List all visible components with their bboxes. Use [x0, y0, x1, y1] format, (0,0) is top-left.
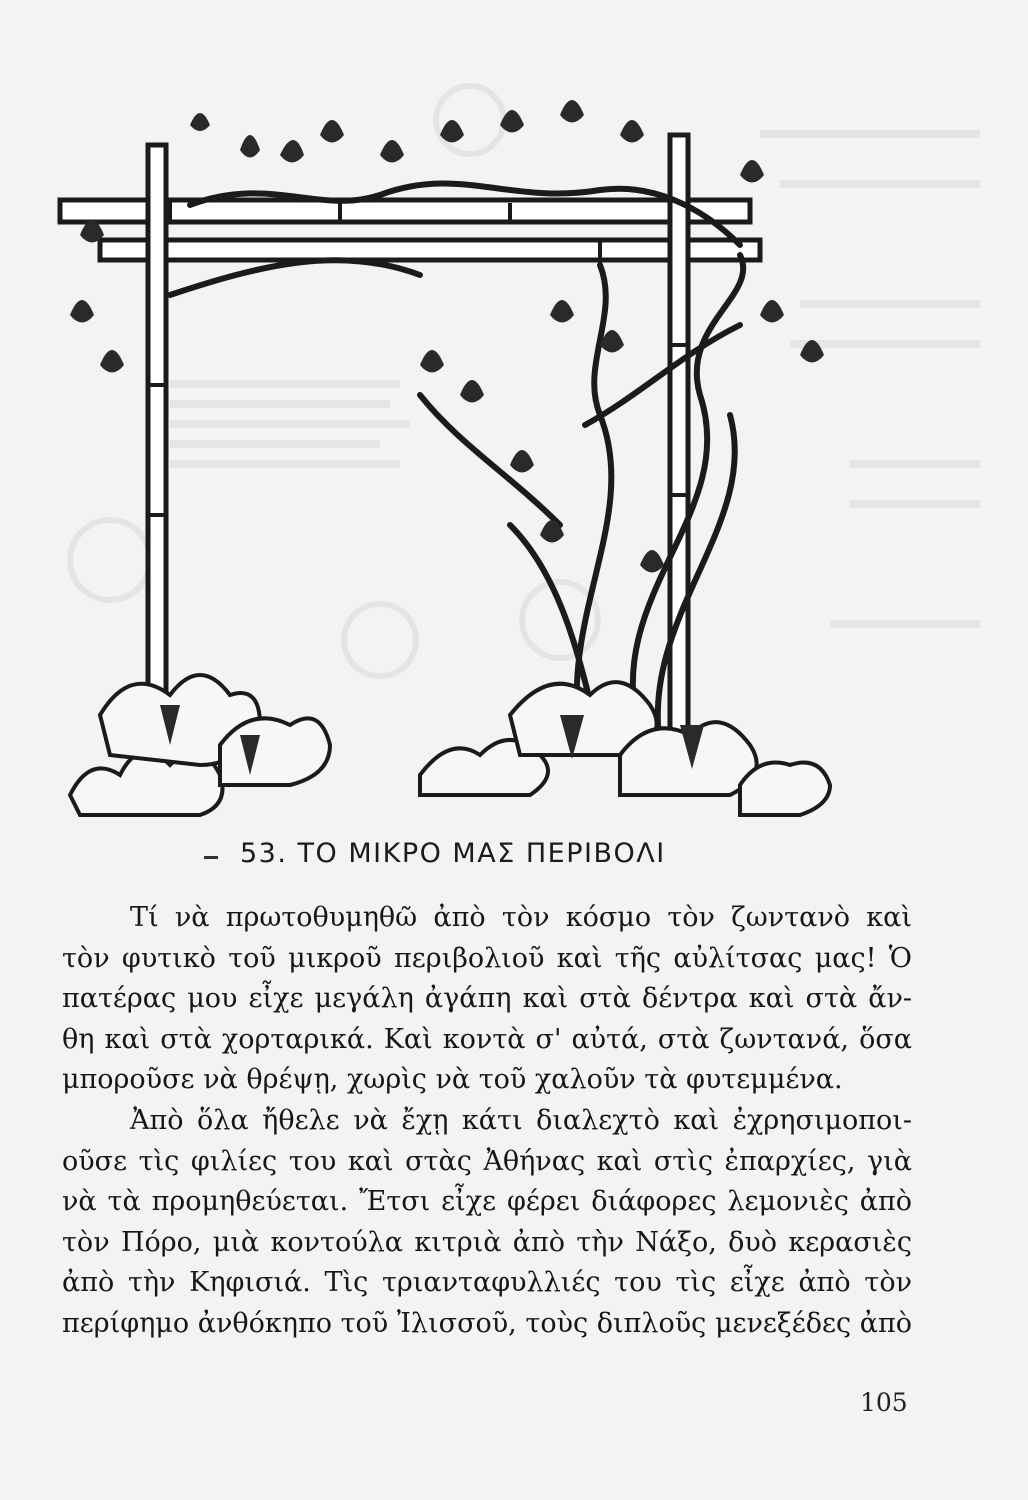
text-line: μποροῦσε νὰ θρέψῃ, χωρὶς νὰ τοῦ χαλοῦν τὰ φυτεμμένα. [62, 1064, 843, 1096]
chapter-title: 53. ΤΟ ΜΙΚΡΟ ΜΑΣ ΠΕΡΙΒΟΛΙ [240, 838, 666, 869]
rose-vine [170, 184, 743, 745]
page-number: 105 [860, 1388, 908, 1417]
text-line: θη καὶ στὰ χορταρικά. Καὶ κοντὰ σ' αὐτά, στὰ ζωντανά, ὅσα [62, 1023, 912, 1055]
pergola-illustration [40, 95, 900, 835]
text-line: νὰ τὰ προμηθεύεται. Ἔτσι εἶχε φέρει διάφορες λεμονιὲς ἀπὸ [62, 1186, 912, 1218]
text-line: περίφημο ἀνθόκηπο τοῦ Ἰλισσοῦ, τοὺς διπλοῦς μενεξέδες ἀπὸ [62, 1307, 912, 1339]
text-line: τὸν Πόρο, μιὰ κοντούλα κιτριὰ ἀπὸ τὴν Νάξο, δυὸ κερασιὲς [62, 1226, 912, 1258]
paragraph-2 [62, 1101, 912, 1345]
text-line: ἀπὸ τὴν Κηφισιά. Τὶς τριανταφυλλιές του τὶς εἶχε ἀπὸ τὸν [62, 1267, 912, 1299]
text-line: τὸν φυτικὸ τοῦ μικροῦ περιβολιοῦ καὶ τῆς αὐλίτσας μας! Ὁ [62, 942, 912, 974]
rose-leaves [70, 100, 824, 573]
text-line: οῦσε τὶς φιλίες του καὶ στὰς Ἀθήνας καὶ στὶς ἐπαρχίες, γιὰ [62, 1145, 912, 1177]
title-dash [204, 856, 218, 859]
ground-foliage [70, 675, 830, 815]
body-text [62, 898, 912, 1345]
paragraph-1 [62, 898, 912, 1101]
pergola-frame [60, 135, 760, 765]
text-line: Τί νὰ πρωτοθυμηθῶ ἀπὸ τὸν κόσμο τὸν ζωντανὸ καὶ [130, 902, 912, 933]
text-line: Ἀπὸ ὅλα ἤθελε νὰ ἔχῃ κάτι διαλεχτὸ καὶ ἐχρησιμοποι- [130, 1104, 912, 1136]
text-line: πατέρας μου εἶχε μεγάλη ἀγάπη καὶ στὰ δέντρα καὶ στὰ ἄν- [62, 983, 912, 1015]
